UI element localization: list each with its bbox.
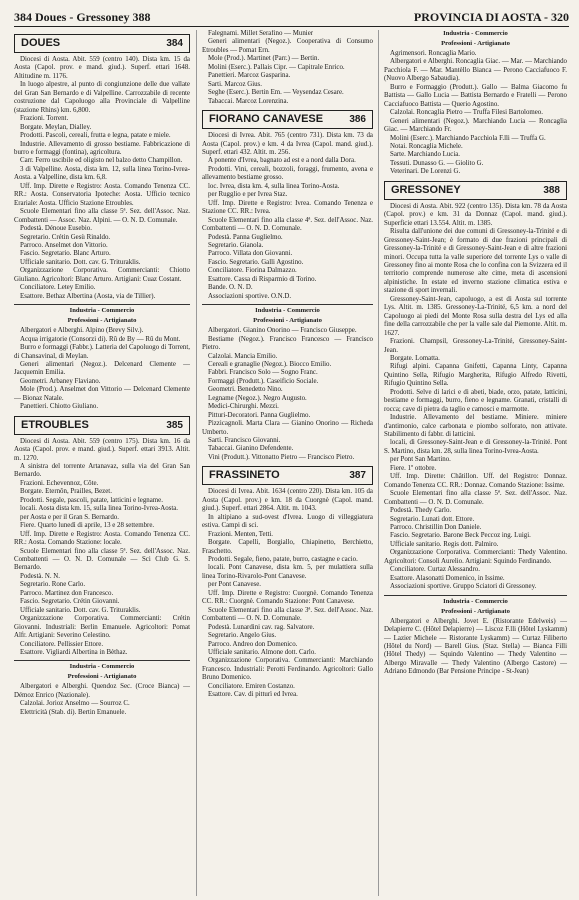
entry-text: Organizzazione Corporativa. Commercianti: Crétin Giovanni. Industriali: Berlin Emanuele. Agricoltori: Pomat Alfr. Artigiani: Severino Celestino.: [14, 615, 190, 640]
entry-text: Legname (Negoz.). Negro Augusto.: [208, 394, 307, 402]
entry-text: Conciliatore. Emiren Costanzo.: [208, 682, 295, 690]
town-heading: [384, 181, 567, 200]
entry-text: Associazioni sportive. O.N.D.: [208, 292, 292, 300]
entry-text: Molini (Eserc.). Marchiando Pacchiola F.lli — Truffa G.: [390, 134, 546, 142]
entry-text: Albergatori. Gianino Onorino — Francisco Giuseppe.: [208, 327, 357, 335]
town-number: 388: [543, 184, 560, 196]
entry-text: Rifugi alpini. Capanna Gnifetti, Capanna Linty, Capanna Quintino Sella, Rifugio Margherita, Rifugio Alfredo Rivetti, Rifugio Quintino Sella.: [384, 363, 567, 388]
entry-text: Calzolai. Roncaglia Pietro — Truffa Filesi Bartolomeo.: [390, 109, 543, 117]
entry-text: Carr. Ferro uscibile ed oligisto nel balzo detto Champillon.: [20, 157, 183, 165]
entry-text: Albergatori e Alberghi. Quendoz Sec. (Croce Bianca) — Démoz Enrico (Nazionale).: [14, 683, 190, 699]
entry-text: Esattore. Cav. di pitturì ed Ivrea.: [208, 691, 298, 699]
town-name: DOUES: [21, 37, 61, 49]
entry-text: Segretario. Lunati dott. Ettore.: [390, 515, 475, 523]
entry-text: Sarti. Marcoz Gius.: [208, 80, 262, 88]
section-heading: Industria - Commercio: [384, 595, 567, 606]
section-heading: Professioni - Artigianato: [253, 317, 322, 325]
entry-text: Tabaccai. Gianino Defendente.: [208, 445, 294, 453]
entry-text: Veterinari. De Lorenzi G.: [390, 168, 461, 176]
entry-text: Tessuti. Dunasso G. — Giolito G.: [390, 159, 484, 167]
entry-text: Albergatori e Alberghi. Roncaglia Giac. — Mar. — Marchiando Pacchiola F. — Mar. Mantèllo Bianca — Perono Cacciafuoco F. (Nuovo Albergo Sabaudia).: [384, 58, 567, 83]
entry-text: Segretario. Crétin Gesù Rinaldo.: [20, 233, 111, 241]
entry-text: Podestà. Lunardini cav. rag. Salvatore.: [208, 623, 315, 631]
column-left: [14, 30, 190, 896]
entry-text: Notai. Roncaglia Michele.: [390, 142, 463, 150]
entry-text: 3 di Valpelline. Aosta, dista km. 12, sulla linea Torino-Ivrea-Aosta. a Valpelline, dista km. 6,8.: [14, 165, 190, 182]
entry-text: Generi alimentari (Negoz.). Cooperativa di Consumo Etroubles — Pomat Ern.: [202, 38, 373, 54]
entry-text: Fascio. Segretario. Galli Agostino.: [208, 258, 304, 266]
section-heading: Industria - Commercio: [14, 304, 190, 315]
town-heading: [14, 34, 190, 53]
entry-text: Uff. Imp. Dirette e Registro: Aosta. Comando Tenenza CC. RR.: Aosta. Conservatoria Ipoteche: Aosta. Ufficio tecnico Erariale: Aosta. Ufficio Stazione Etroubles.: [14, 182, 190, 207]
entry-text: Burro e formaggi (Fabbr.). Latteria del Capoluogo di Torrent, di Chansavinal, di Meylan.: [14, 344, 190, 360]
entry-text: per Pont Canavese.: [208, 581, 262, 589]
section-heading: Professioni - Artigianato: [67, 317, 137, 325]
entry-text: Parroco. Villata don Giovanni.: [208, 250, 293, 258]
entry-text: Organizzazione Corporativa. Commercianti: Chiotto Giuliano. Agricoltori: Blanc Arturo. Artigiani: Cuaz Costant.: [14, 267, 190, 283]
entry-text: Elettricità (Stab. di). Bertin Emanuele.: [20, 708, 127, 716]
entry-text: Geometri. Benedetto Nino.: [208, 386, 283, 394]
entry-text: Parroco. Christillin Don Daniele.: [390, 524, 482, 532]
entry-text: Molini (Eserc.). Pallais Cipr. — Capitrale Enrico.: [208, 63, 345, 71]
entry-text: Scuole Elementari fino alla classe 4ª. Sez. dell'Assoc. Naz. Combattenti — O. N. D. Comunale.: [202, 216, 373, 233]
entry-text: Podestà. Dénoue Eusebio.: [20, 225, 92, 233]
entry-text: Diocesi di Ivrea. Abit. 765 (centro 731). Dista km. 73 da Aosta (Capol. prov.) e km. 4 da Ivrea (Capol. mand. giud.). Superf. ettari 432. Altit. m. 256.: [202, 132, 373, 156]
entry-text: In luogo alpestre, al punto di congiunzione delle due vallate del Gran San Bernardo e di Valpelline. Carrozzabile di recente costruzione dal Capoluogo alla Provinciale di Valpelline (stazione Rhins) km. 6,800.: [14, 81, 190, 114]
town-number: 387: [349, 470, 366, 482]
section-heading: Professioni - Artigianato: [441, 607, 510, 615]
entry-text: Ufficiale sanitario. Almone dott. Carlo.: [208, 649, 316, 656]
entry-text: Scuole Elementari fino alla classe 5ª. Sez. dell'Assoc. Naz. Combattenti — Assoc. Naz. Alpini. — O. N. D. Comunale.: [14, 208, 190, 224]
entry-text: loc. Ivrea, dista km. 4, sulla linea Torino-Aosta.: [208, 182, 340, 190]
entry-text: Pizzicagnoli. Marta Clara — Gianino Onorino — Richeda Umberto.: [202, 420, 373, 436]
entry-text: A sinistra del torrente Artanavaz, sulla via del Gran San Bernardo.: [14, 463, 190, 479]
entry-text: Generi alimentari (Negoz.). Delcenard Clemente — Jacquemin Emilia.: [14, 360, 190, 377]
column-right: [378, 30, 567, 896]
town-number: 384: [166, 38, 183, 49]
entry-text: Segretario. Rone Carlo.: [20, 581, 86, 589]
entry-text: Fascio. Segretario. Blanc Arturo.: [20, 250, 111, 258]
entry-text: Conciliatore. Letey Emilio.: [20, 284, 96, 292]
entry-text: Organizzazione Corporativa. Commercianti: Thedy Valentino. Agricoltori: Consoli Aurelio. Artigiani: Squindo Ferdinando.: [384, 549, 567, 565]
entry-text: Mole (Prod.). Anselmet don Vittorio — Delcenard Clemente — Bionaz Natale.: [14, 386, 190, 402]
entry-text: locali, di Gressoney-Saint-Jean e di Gressoney-la-Trinité. Pont S. Martino, dista km. 28, sulla linea Torino-Ivrea-Aosta.: [384, 439, 567, 455]
entry-text: per Pont San Martino.: [390, 456, 451, 464]
town-name: FRASSINETO: [209, 469, 280, 482]
entry-text: Podestà. N. N.: [20, 572, 61, 580]
entry-text: Generi alimentari (Negoz.). Marchiando Lucia — Roncaglia Giac. — Marchiando Fr.: [384, 117, 567, 134]
header-left: 384 Doues - Gressoney 388: [14, 10, 151, 24]
town-number: 386: [349, 114, 366, 126]
entry-text: Frazioni. Menten, Tetti.: [208, 530, 274, 538]
entry-text: Albergatori e Alberghi. Alpino (Brevy Silv.).: [20, 327, 144, 335]
header-right: PROVINCIA DI AOSTA - 320: [413, 10, 569, 24]
town-heading: [202, 110, 373, 129]
entry-text: Industrie. Allevamento del bestiame. Miniere. miniere d'antimonio, calce carbonata e piombo solforato, non attivate. Stabilimento di fabbr. di latticini.: [384, 414, 567, 439]
entry-text: Diocesi di Aosta. Abit. 922 (centro 135). Dista km. 78 da Aosta (Capol. prov.) e km. 31 da Donnaz (Capol. mand. giud.). Superficie ettari 13.554. Altit. m. 1385.: [384, 202, 567, 227]
entry-text: Associazioni sportive. Gruppo Sciatori di Gressoney.: [390, 583, 537, 591]
entry-text: Calzolai. Jorioz Anselmo — Sourroz C.: [20, 700, 130, 708]
entry-text: Prodotti. Pascoli, cereali, frutta e legna, patate e miele.: [20, 132, 171, 140]
entry-text: A ponente d'Ivrea, bagnato ad est e a nord dalla Dora.: [208, 157, 356, 165]
entry-text: Ufficiale sanitario. Dott. cav. G. Trituraklis.: [20, 258, 141, 266]
entry-text: Risulta dall'unione dei due comuni di Gressoney-la-Trinité e di Gressoney-Saint-Jean; è formato di due frazioni principali di Gressoney-la-Trinité e di Gressoney-Saint-Jean e di altre frazioni minori. Occupa tutta la valle superiore del torrente Lys o valle di Gressoney fino ai monte Rosa che lo confina con la Svizzera ed il territorio comprende numerose alte cime, meta di ascensioni alpinistiche. In estate ed inverno stazione climatica estiva e stazione di sport invernali.: [384, 228, 567, 295]
entry-text: Sarti. Francisco Giovanni.: [208, 437, 281, 445]
entry-text: Segretario. Gianola.: [208, 241, 264, 249]
section-heading: Professioni - Artigianato: [67, 673, 137, 681]
entry-text: Podestà. Thedy Carlo.: [390, 507, 452, 515]
entry-text: Esattore. Bethaz Albertina (Aosta, via de Tillier).: [20, 292, 156, 300]
entry-text: per Rugglio e per Ivrea Staz.: [208, 191, 288, 199]
entry-text: Uff. Imp. Dirette e Registro: Aosta. Comando Tenenza CC. RR.: Aosta. Comando Stazione: locale.: [14, 530, 190, 547]
entry-text: Borgate. Lomatta.: [390, 354, 440, 362]
entry-text: Medici-Chirurghi. Mezzi.: [208, 403, 279, 411]
town-name: ETROUBLES: [21, 418, 89, 431]
entry-text: Formaggi (Produtt.). Caseificio Sociale.: [208, 377, 319, 385]
section-heading: Industria - Commercio: [443, 30, 508, 37]
entry-text: Sarte. Marchiando Lucia.: [390, 151, 461, 159]
entry-text: Tabaccai. Marcoz Lorenzina.: [208, 97, 289, 105]
entry-text: Bestiame (Negoz.). Francisco Francesco — Francisco Pietro.: [202, 335, 373, 352]
section-heading: Professioni - Artigianato: [441, 40, 510, 47]
entry-text: Pitturi-Decoratori. Panna Guglielmo.: [208, 411, 311, 419]
entry-text: Borgate. Meylan, Dialley.: [20, 123, 92, 131]
entry-text: Uff. Imp. Dirette e Registro: Cuorgnè. Comando Tenenza CC. RR.: Cuorgnè. Comando Stazione: Pont Canavese.: [202, 589, 373, 606]
town-heading: [14, 416, 190, 435]
entry-text: Frazioni. Champsil, Gressoney-La-Trinité, Gressoney-Saint-Jean.: [384, 338, 567, 354]
entry-text: Esattore. Alasonatti Domenico, in Issime.: [390, 574, 505, 582]
town-heading: [202, 466, 373, 485]
entry-text: Parroco. Anselmet don Vittorio.: [20, 241, 108, 249]
section-heading: Industria - Commercio: [202, 304, 373, 315]
entry-text: Podestà. Panna Guglielmo.: [208, 233, 283, 241]
entry-text: Conciliatore. Curtaz Alessandro.: [390, 566, 480, 574]
entry-text: Conciliatore. Pellissier Ettore.: [20, 640, 104, 648]
entry-text: Ufficiale sanitario. Regis dott. Palmiro.: [390, 540, 499, 548]
entry-text: Scuole Elementari fino alla classe 5ª. Sez. dell'Assoc. Naz. Combattenti — O. N. D. Comunale — Sci Club G. S. Bernardo.: [14, 547, 190, 572]
entry-text: Esattore. Cassa di Risparmio di Torino.: [208, 275, 317, 283]
entry-text: Geometri. Arbaney Flaviano.: [20, 377, 101, 385]
entry-text: Segretario. Angelo Gius.: [208, 632, 277, 640]
entry-text: Borgate. Eternôn, Prailles, Bezet.: [20, 488, 112, 496]
entry-text: Seghe (Eserc.). Bertin Em. — Veysendaz Cesare.: [208, 89, 344, 97]
entry-text: Albergatori e Alberghi. Jovet E. (Ristorante Edelweis) — Delapierre C. (Hôtel Delapierre) — Liscoz F.lli (Hôtel Lyskamm) — Lazier Michele — Ristorante Lyskamm) — Curtaz Filiberto (Hôtel du Nord) — Barell Gius. (Staz. Stella) — Bianca Filli (Hôtel Thedy) — Squindo Valentino — Thedy Valentino — Albergo Miravalle — Thedy Valentino (Albergo Castore) — Adriano Edmondo (Bar Pensione Principe - St-Jean): [384, 617, 567, 676]
entry-text: Mole (Prod.). Martinet (Parr.) — Bertin.: [208, 55, 320, 63]
entry-text: Esattore. Vigliardi Albertina in Bèthaz.: [20, 649, 128, 656]
entry-text: Conciliatore. Fiorina Dalmazzo.: [208, 267, 297, 275]
entry-text: Vini (Produtt.). Vittonatto Pietro — Francisco Pietro.: [208, 453, 355, 461]
entry-text: Frazioni. Torrent.: [20, 115, 69, 123]
entry-text: Fascio. Segretario. Barone Beck Peccoz ing. Luigi.: [390, 532, 531, 540]
column-middle: [196, 30, 373, 896]
entry-text: Scuole Elementari fino alla classe 5ª. Sez. dell'Assoc. Naz. Combattenti — O. N. D. Comunale.: [384, 490, 567, 506]
entry-text: Fiere. Quarto lunedì di aprile, 13 e 28 settembre.: [20, 522, 155, 530]
entry-text: Acqua irrigatorie (Consorzi di). Rû de By — Rû du Mont.: [20, 335, 181, 343]
entry-text: Uff. Imp. Dirette e Registro: Ivrea. Comando Tenenza e Stazione CC. RR.: Ivrea.: [202, 199, 373, 216]
town-name: GRESSONEY: [391, 183, 461, 196]
entry-text: Burro e Formaggio (Produtt.). Gallo — Balma Giacomo fu Battista — Gallo Lucia — Battista Bernardo e Fratelli — Perono Cacciafuoco Battista — Querio Agostino.: [384, 83, 567, 108]
page-header: [14, 8, 569, 27]
entry-text: locali. Pont Canavese, dista km. 5, per mulattiera sulla linea Torino-Rivarolo-Pont Canavese.: [202, 564, 373, 580]
entry-text: Falegnami. Millet Serafino — Munier: [208, 30, 314, 37]
entry-text: In altipiano a sud-ovest d'Ivrea. Luogo di villeggiatura estiva. Campi di sci.: [202, 513, 373, 530]
entry-text: Gressoney-Saint-Jean, capoluogo, a est di Aosta sul torrente Lys. Altit. m. 1385. Gressoney-La-Trinité, 6,5 km. a nord del Capoluogo ai piedi del Monte Rosa sulla destra del Lys ed alla fine della carrozzabile che per la valle sale dal Piemonte. Altit. m. 1627.: [384, 295, 567, 337]
entry-text: Ufficiale sanitario. Dott. cav. G. Trituraklis.: [20, 606, 141, 614]
entry-text: Fascio. Segretario. Crétin Giovanni.: [20, 598, 120, 606]
entry-text: Scuole Elementari fino alla classe 3ª. Sez. dell'Assoc. Naz. Combattenti — O. N. D. Comunale.: [202, 606, 373, 623]
entry-text: Parroco. Andreo don Domenico.: [208, 640, 298, 648]
entry-text: Prodotti. Segale, pascoli, patate, latticini e legname.: [20, 496, 163, 504]
entry-text: Cereali e granaglie (Negoz.). Biocco Emilio.: [208, 360, 332, 368]
entry-text: Prodotti. Vini, cereali, bozzoli, foraggi, frumento, avena e allevamento bestiame grosso.: [202, 165, 373, 182]
entry-text: Diocesi di Ivrea. Abit. 1634 (centro 220). Dista km. 105 da Aosta (Capol. prov.) e km. 18 da Cuorgnè (Capol. mand. giud.). Superf. ettari 2864. Altit. m. 1043.: [202, 488, 373, 513]
entry-text: locali. Aosta dista km. 15, sulla linea Torino-Ivrea-Aosta.: [20, 505, 179, 513]
entry-text: Organizzazione Corporativa. Commercianti: Marchiando Francesco. Industriali: Perotti Ferdinando. Agricoltori: Gallo Bruno Domenico.: [202, 657, 373, 682]
entry-text: Industrie. Allevamento di grosso bestiame. Fabbricazione di burro e formaggi (fontina), agricoltura.: [14, 140, 190, 156]
entry-text: Prodotti. Segale, fieno, patate, burro, castagne e cacio.: [208, 556, 358, 564]
entry-text: Parroco. Martinez don Francesco.: [20, 589, 114, 597]
entry-text: Fabbri. Francisco Solo — Sogno Franc.: [208, 369, 318, 377]
entry-text: Bande. O. N. D.: [208, 284, 253, 292]
entry-text: Agrimensori. Roncaglia Mario.: [390, 50, 477, 57]
entry-text: Panettieri. Chiotto Giuliano.: [20, 403, 99, 411]
entry-text: Calzolai. Mancia Emilio.: [208, 352, 278, 360]
entry-text: per Aosta e per il Gran S. Bernardo.: [20, 513, 119, 521]
town-name: FIORANO CANAVESE: [209, 113, 324, 126]
entry-text: Fiere. 1º ottobre.: [390, 464, 437, 472]
entry-text: Panettieri. Marcoz Gasparina.: [208, 72, 291, 80]
entry-text: Diocesi di Aosta. Abit. 559 (centro 175). Dista km. 16 da Aosta (Capol. prov. e mand. giud.). Superf. ettari 3913. Altit. m. 1270.: [14, 437, 190, 462]
entry-text: Uff. Imp. Dirette: Châtillon. Uff. del Registro: Donnaz. Comando Tenenza CC. RR.: Donnaz. Comando Stazione: Issime.: [384, 473, 567, 489]
entry-text: Diocesi di Aosta. Abit. 559 (centro 140). Dista km. 15 da Aosta (Capol. prov. e mand. giud.). Superf. ettari 1648. Altitudine m. 1176.: [14, 56, 190, 80]
section-heading: Industria - Commercio: [14, 660, 190, 671]
town-number: 385: [166, 419, 183, 431]
entry-text: Prodotti. Selve di larici e di abeti, biade, orzo, patate, latticini, bestiame e formaggi, burro, fieno e legname. Granati, cristalli di rocca; cave di pietra da taglio e camosci e marmotte.: [384, 388, 567, 413]
entry-text: Frazioni. Echevennoz, Côte.: [20, 479, 99, 487]
entry-text: Borgate. Capelli, Borgiallo, Chiapinetto, Berchietto, Fraschetto.: [202, 539, 373, 555]
